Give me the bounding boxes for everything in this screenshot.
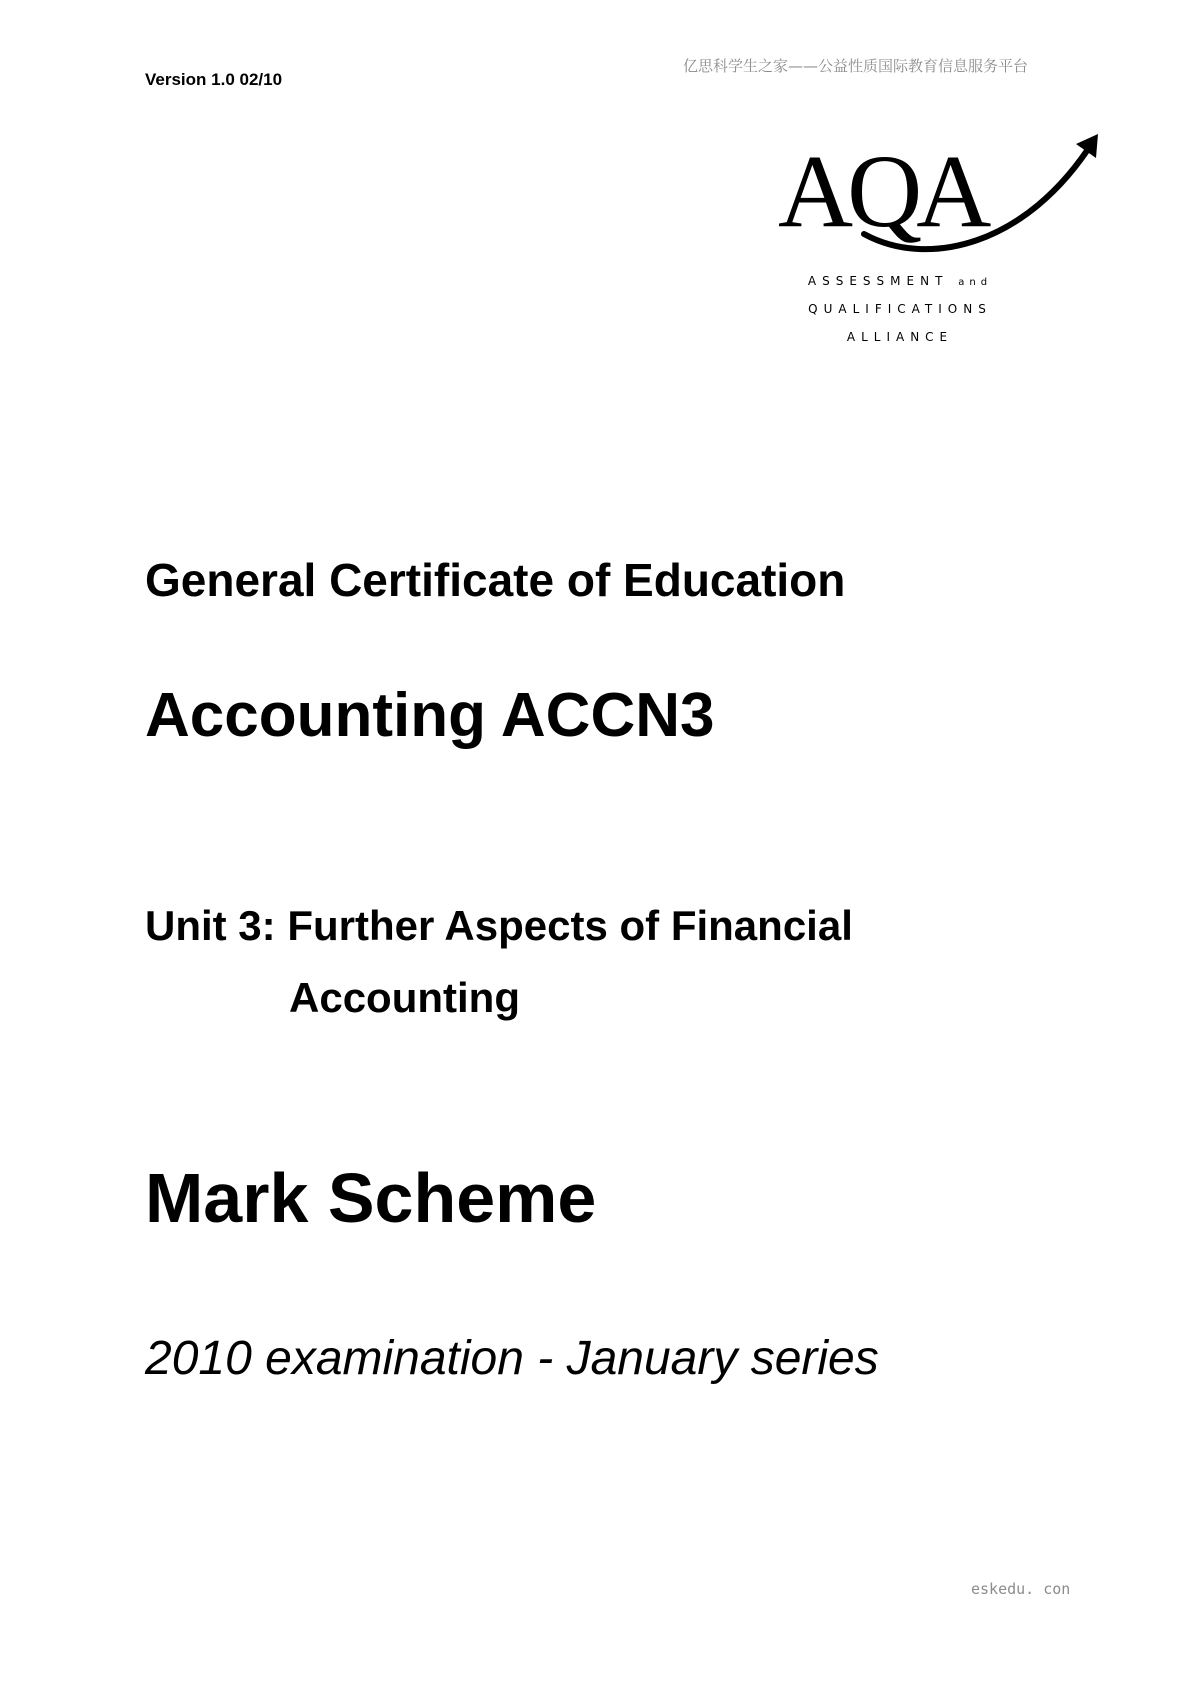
certificate-title: General Certificate of Education: [145, 554, 846, 606]
logo-tagline-line1: [785, 274, 1015, 288]
aqa-logo: [776, 130, 1106, 260]
exam-series: 2010 examination - January series: [145, 1332, 879, 1385]
watermark-top: 亿思科学生之家——公益性质国际教育信息服务平台: [683, 57, 1029, 75]
logo-tagline-line2: QUALIFICATIONS: [808, 302, 992, 316]
logo-tagline-and: and: [958, 277, 993, 288]
svg-text:AQA: AQA: [778, 134, 986, 249]
document-type-title: Mark Scheme: [145, 1159, 597, 1237]
logo-tagline-line3: ALLIANCE: [846, 330, 954, 344]
logo-tagline-assessment: ASSESSMENT: [807, 274, 949, 288]
watermark-bottom: eskedu. con: [971, 1580, 1071, 1598]
unit-title-line1: Unit 3: Further Aspects of Financial: [145, 902, 853, 949]
unit-title-line2: Accounting: [289, 974, 520, 1021]
subject-title: Accounting ACCN3: [145, 681, 715, 750]
version-label: Version 1.0 02/10: [145, 70, 283, 89]
